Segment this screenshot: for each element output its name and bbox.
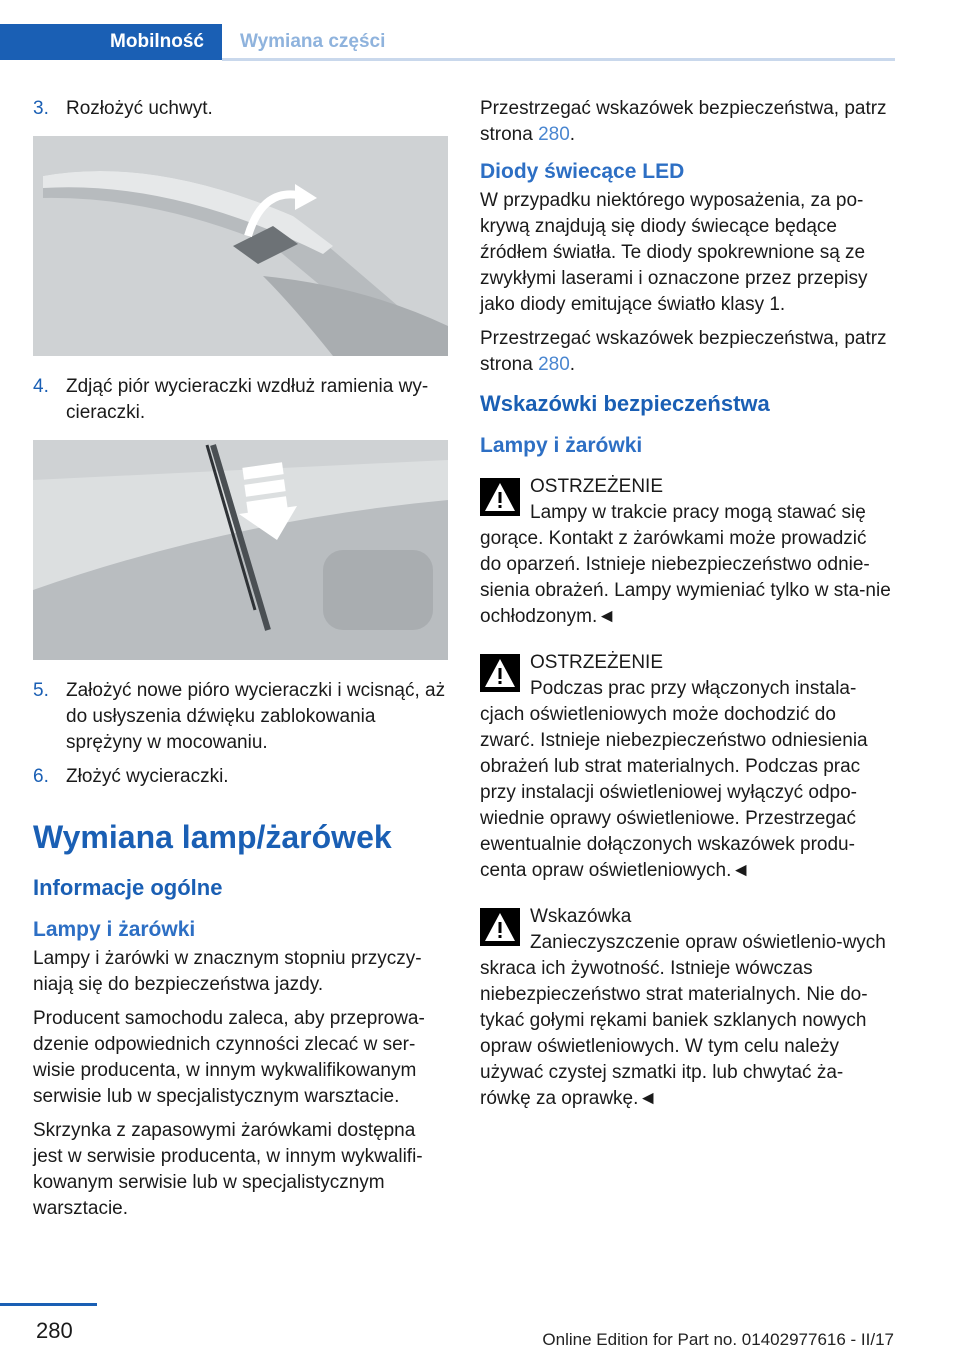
tab-mobilnosc[interactable]: Mobilność [0,24,222,60]
section-title-informacje: Informacje ogólne [33,875,223,900]
page-number: 280 [36,1318,73,1343]
header-rule [222,58,895,61]
led-title: Diody świecące LED [480,160,685,183]
paragraph: Producent samochodu zaleca, aby przeprowa-dzenie odpowiednich czynności zlecać w ser-wisie producenta, w innym wykwalifikowanym serwisie lub w specjalistycznym warsztacie. [33,1008,425,1107]
subsection-title-lampy: Lampy i żarówki [33,918,196,941]
warning-heading: OSTRZEŻENIE [530,652,664,673]
edition-label: Online Edition for Part no. 01402977616 - II/17 [542,1330,894,1349]
chapter-title: Wymiana lamp/żarówek [33,819,392,855]
warning-heading: OSTRZEŻENIE [530,476,664,497]
paragraph: Skrzynka z zapasowymi żarówkami dostępna jest w serwisie producenta, w innym wykwalifi-kowanym serwisie lub w specjalistycznym warsztacie. [33,1120,423,1219]
safety-reference-1: Przestrzegać wskazówek bezpieczeństwa, patrz strona 280. [480,98,887,145]
step-6 [33,764,448,790]
notice-heading: Wskazówka [530,906,632,927]
wiper-handle-illustration [33,136,448,356]
step-number: 6. [33,766,49,787]
step-3 [33,96,448,122]
notice-block [480,904,892,1112]
page-link[interactable]: 280 [538,354,570,375]
left-column [33,96,448,1230]
warning-block-2 [480,650,892,884]
led-paragraph: W przypadku niektórego wyposażenia, za po-krywą znajdują się diody świecące będące źródłem światła. Te diody spokrewnione są ze zwykłymi laserami i oznaczone przez przepisy jako diody emitujące światło klasy 1. [480,190,868,315]
tab-wymiana-czesci[interactable]: Wymiana części [240,31,386,52]
warning-triangle-icon [480,908,520,946]
warning-text: Podczas prac przy włączonych instala-cjach oświetleniowych może dochodzić do zwarć. Istnieje niebezpieczeństwo odniesienia obrażeń lub strat materialnych. Podczas prac przy instalacji oświetleniowej wyłączyć odpo-wiednie oprawy oświetleniowe. Przestrzegać ewentualnie dołączonych wskazówek produ-centa opraw oświetleniowych.◄ [480,678,868,881]
step-5 [33,678,448,756]
step-number: 3. [33,98,49,119]
paragraph: Lampy i żarówki w znacznym stopniu przyczy-niają się do bezpieczeństwa jazdy. [33,948,422,995]
warning-triangle-icon [480,654,520,692]
step-text: Zdjąć piór wycieraczki wzdłuż ramienia wy-cieraczki. [66,376,429,423]
right-column [480,96,892,1132]
safety-section-title: Wskazówki bezpieczeństwa [480,391,770,416]
safety-reference-2: Przestrzegać wskazówek bezpieczeństwa, patrz strona 280. [480,328,887,375]
step-text: Założyć nowe pióro wycieraczki i wcisnąć, aż do usłyszenia dźwięku zablokowania sprężyny w mocowaniu. [66,680,446,753]
step-number: 5. [33,680,49,701]
step-text: Rozłożyć uchwyt. [66,98,213,119]
warning-text: Lampy w trakcie pracy mogą stawać się gorące. Kontakt z żarówkami może prowadzić do oparzeń. Istnieje niebezpieczeństwo odnie-sienia obrażeń. Lampy wymieniać tylko w sta-nie ochłodzonym.◄ [480,502,891,627]
page-link[interactable]: 280 [538,124,570,145]
notice-text: Zanieczyszczenie opraw oświetlenio-wych skraca ich żywotność. Istnieje wówczas niebezpieczeństwo strat materialnych. Nie do-tykać gołymi rękami baniek szklanych nowych opraw oświetleniowych. W tym celu należy używać czystej szmatki itp. lub chwytać ża-rówkę za oprawkę.◄ [480,932,886,1109]
lamps-subtitle: Lampy i żarówki [480,434,643,457]
step-text: Złożyć wycieraczki. [66,766,229,787]
wiper-blade-illustration [33,440,448,660]
warning-triangle-icon [480,478,520,516]
step-4 [33,374,448,426]
warning-block-1 [480,474,892,630]
footer-rule [0,1303,97,1306]
page-header [0,0,895,62]
step-number: 4. [33,376,49,397]
